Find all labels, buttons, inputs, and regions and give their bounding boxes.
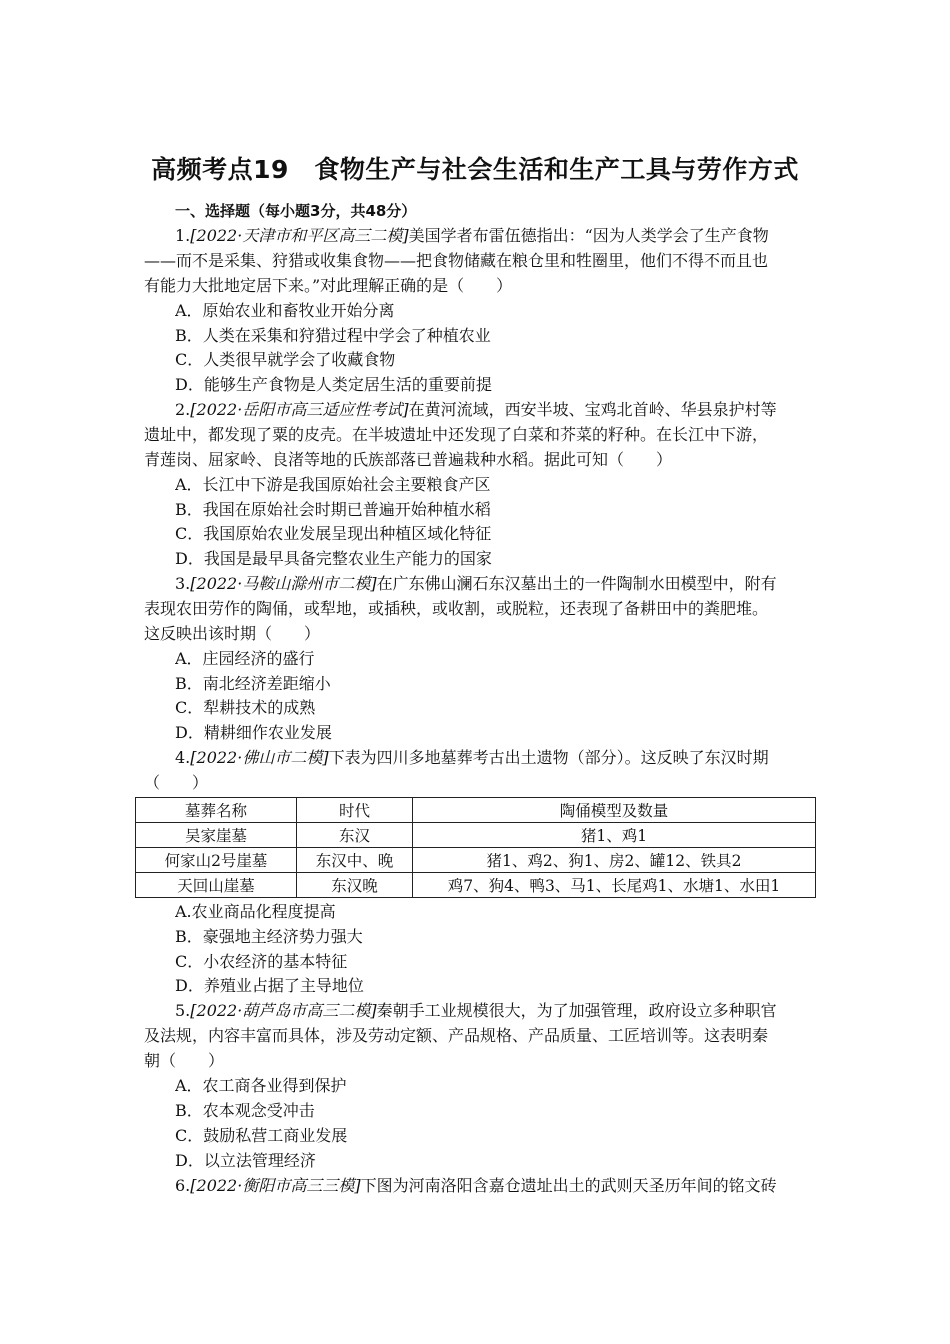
- q2-stem-1: 在黄河流域，西安半坡、宝鸡北首岭、华县泉护村等: [408, 400, 777, 419]
- q1-number: 1.: [175, 226, 191, 245]
- q3-line-1: [175, 572, 815, 596]
- table-row: [136, 823, 816, 848]
- q2-option-b: B．我国在原始社会时期已普遍开始种植水稻: [175, 500, 491, 519]
- table-header-cell: 陶俑模型及数量: [413, 798, 816, 823]
- q3-stem-3: 这反映出该时期（ ）: [144, 624, 321, 643]
- q5-number: 5.: [175, 1001, 191, 1020]
- q3-option-c: C．犁耕技术的成熟: [175, 698, 316, 717]
- q4-stem-2: （ ）: [144, 773, 209, 792]
- q3-number: 3.: [175, 574, 191, 593]
- q1-stem-3: 有能力大批地定居下来。”对此理解正确的是（ ）: [144, 276, 513, 295]
- table-cell: 鸡7、狗4、鸭3、马1、长尾鸡1、水塘1、水田1: [413, 873, 816, 898]
- q2-stem-2: 遗址中，都发现了粟的皮壳。在半坡遗址中还发现了白菜和芥菜的籽种。在长江中下游，: [144, 425, 769, 444]
- q6-number: 6.: [175, 1176, 191, 1195]
- q2-option-d: D．我国是最早具备完整农业生产能力的国家: [175, 549, 492, 568]
- q4-stem-1: 下表为四川多地墓葬考古出土遗物（部分）。这反映了东汉时期: [328, 748, 769, 767]
- q1-option-c: C．人类很早就学会了收藏食物: [175, 350, 396, 369]
- table-header-cell: 时代: [297, 798, 413, 823]
- q2-line-1: [175, 398, 815, 422]
- table-header-row: [136, 798, 816, 823]
- section-header: 一、选择题（每小题3分，共48分）: [175, 202, 417, 220]
- q5-stem-1: 秦朝手工业规模很大，为了加强管理，政府设立多种职官: [376, 1001, 777, 1020]
- q5-option-d: D．以立法管理经济: [175, 1151, 316, 1170]
- q5-stem-2: 及法规，内容丰富而具体，涉及劳动定额、产品规格、产品质量、工匠培训等。这表明秦: [144, 1026, 769, 1045]
- table-cell: 吴家崖墓: [136, 823, 297, 848]
- q4-table: [135, 797, 816, 898]
- q1-stem-1: 美国学者布雷伍德指出：“因为人类学会了生产食物: [408, 226, 769, 245]
- q2-option-a: A．长江中下游是我国原始社会主要粮食产区: [175, 475, 491, 494]
- q5-stem-3: 朝（ ）: [144, 1051, 225, 1070]
- q3-option-b: B．南北经济差距缩小: [175, 674, 331, 693]
- q3-stem-2: 表现农田劳作的陶俑，或犁地，或插秧，或收割，或脱粒，还表现了备耕田中的粪肥堆。: [144, 599, 769, 618]
- q1-line-1: [175, 224, 815, 248]
- table-cell: 天回山崖墓: [136, 873, 297, 898]
- q5-option-c: C．鼓励私营工商业发展: [175, 1126, 348, 1145]
- q5-line-1: [175, 999, 815, 1023]
- table-cell: 东汉: [297, 823, 413, 848]
- q4-option-a: A.农业商品化程度提高: [175, 902, 336, 921]
- q1-option-d: D．能够生产食物是人类定居生活的重要前提: [175, 375, 492, 394]
- q2-source: [2022·岳阳市高三适应性考试]: [190, 400, 409, 419]
- q5-option-a: A．农工商各业得到保护: [175, 1076, 347, 1095]
- q5-option-b: B．农本观念受冲击: [175, 1101, 315, 1120]
- q4-number: 4.: [175, 748, 191, 767]
- q2-number: 2.: [175, 400, 191, 419]
- table-cell: 猪1、鸡1: [413, 823, 816, 848]
- table-header-cell: 墓葬名称: [136, 798, 297, 823]
- q3-option-d: D．精耕细作农业发展: [175, 723, 332, 742]
- table-row: [136, 873, 816, 898]
- q1-option-a: A．原始农业和畜牧业开始分离: [175, 301, 395, 320]
- q5-source: [2022·葫芦岛市高三二模]: [190, 1001, 377, 1020]
- q3-stem-1: 在广东佛山澜石东汉墓出土的一件陶制水田模型中，附有: [376, 574, 777, 593]
- table-row: [136, 848, 816, 873]
- q6-line-1: [175, 1174, 815, 1198]
- q6-stem-1: 下图为河南洛阳含嘉仓遗址出土的武则天圣历年间的铭文砖: [360, 1176, 777, 1195]
- page-title: 高频考点19 食物生产与社会生活和生产工具与劳作方式: [151, 155, 799, 184]
- q3-source: [2022·马鞍山滁州市二模]: [190, 574, 377, 593]
- q4-option-d: D．养殖业占据了主导地位: [175, 976, 364, 995]
- q2-option-c: C．我国原始农业发展呈现出种植区域化特征: [175, 524, 492, 543]
- table-cell: 猪1、鸡2、狗1、房2、罐12、铁具2: [413, 848, 816, 873]
- table-cell: 东汉晚: [297, 873, 413, 898]
- q4-option-b: B．豪强地主经济势力强大: [175, 927, 363, 946]
- q1-source: [2022·天津市和平区高三二模]: [190, 226, 409, 245]
- q1-option-b: B．人类在采集和狩猎过程中学会了种植农业: [175, 326, 491, 345]
- q4-source: [2022·佛山市二模]: [190, 748, 329, 767]
- table-cell: 何家山2号崖墓: [136, 848, 297, 873]
- q3-option-a: A．庄园经济的盛行: [175, 649, 315, 668]
- q4-line-1: [175, 746, 815, 770]
- q1-stem-2: ——而不是采集、狩猎或收集食物——把食物储藏在粮仓里和牲圈里，他们不得不而且也: [144, 251, 769, 270]
- table-cell: 东汉中、晚: [297, 848, 413, 873]
- q6-source: [2022·衡阳市高三三模]: [190, 1176, 361, 1195]
- q2-stem-3: 青莲岗、屈家岭、良渚等地的氏族部落已普遍栽种水稻。据此可知（ ）: [144, 450, 673, 469]
- q4-option-c: C．小农经济的基本特征: [175, 952, 348, 971]
